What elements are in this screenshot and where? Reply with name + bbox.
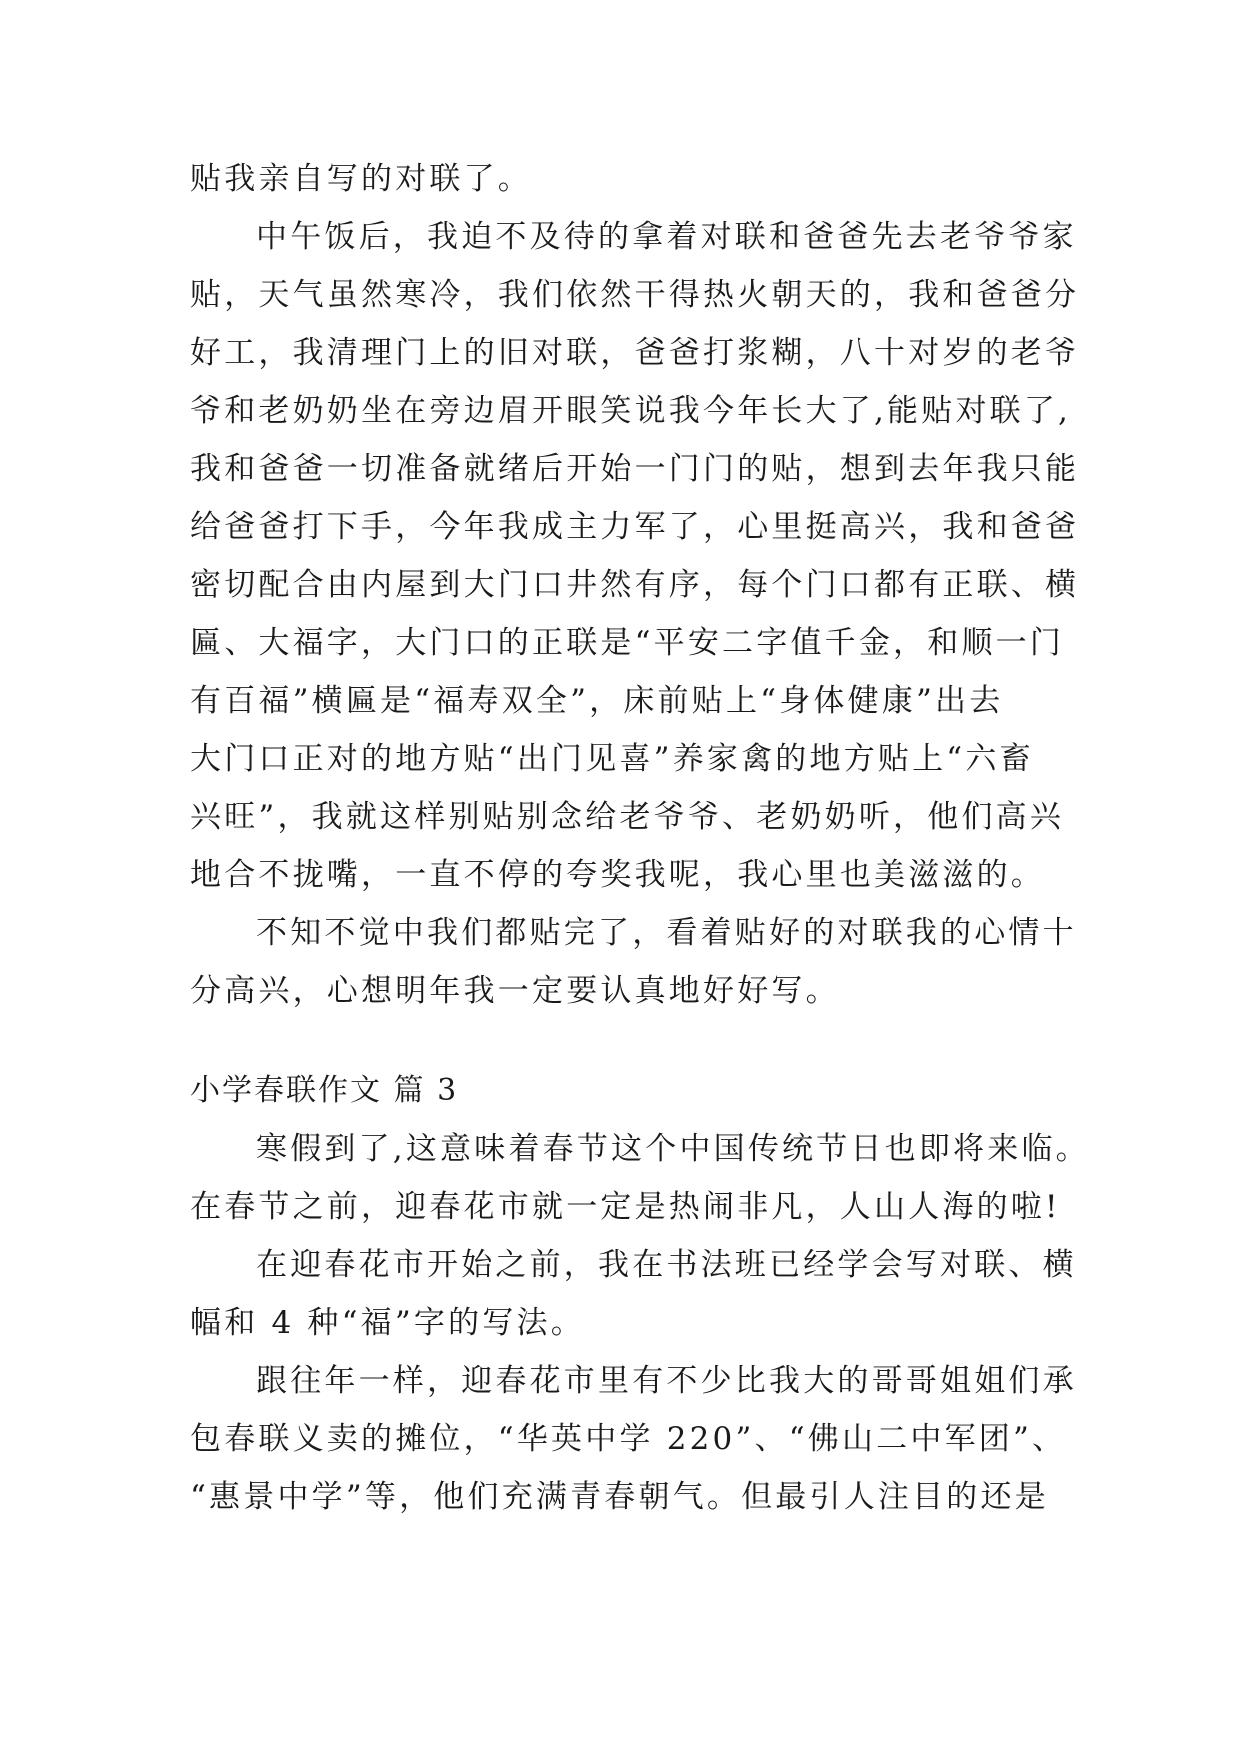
paragraph-line: 有百福”横匾是“福寿双全”，床前贴上“身体健康”出去 bbox=[190, 683, 1004, 719]
paragraph-line: 包春联义卖的摊位，“华英中学 220”、“佛山二中军团”、 bbox=[190, 1421, 1067, 1457]
paragraph-line: 跟往年一样，迎春花市里有不少比我大的哥哥姐姐们承 bbox=[256, 1363, 1077, 1399]
paragraph-line: 匾、大福字，大门口的正联是“平安二字值千金，和顺一门 bbox=[190, 625, 1065, 661]
paragraph-line: 不知不觉中我们都贴完了，看着贴好的对联我的心情十 bbox=[256, 915, 1077, 951]
paragraph-line: 在春节之前，迎春花市就一定是热闹非凡，人山人海的啦! bbox=[190, 1189, 1061, 1225]
paragraph-line: 密切配合由内屋到大门口井然有序，每个门口都有正联、横 bbox=[190, 567, 1080, 603]
paragraph-line: “惠景中学”等，他们充满青春朝气。但最引人注目的还是 bbox=[190, 1479, 1049, 1515]
section-gap bbox=[190, 1020, 1050, 1062]
paragraph-line: 寒假到了,这意味着春节这个中国传统节日也即将来临。 bbox=[256, 1131, 1090, 1167]
paragraph-line: 爷和老奶奶坐在旁边眉开眼笑说我今年长大了,能贴对联了, bbox=[190, 393, 1072, 429]
paragraph-line: 幅和 4 种“福”字的写法。 bbox=[190, 1305, 585, 1341]
paragraph-line: 给爸爸打下手，今年我成主力军了，心里挺高兴，我和爸爸 bbox=[190, 509, 1080, 545]
paragraph-line: 分高兴，心想明年我一定要认真地好好写。 bbox=[190, 973, 840, 1009]
paragraph-line: 贴我亲自写的对联了。 bbox=[190, 161, 532, 197]
paragraph-line: 贴，天气虽然寒冷，我们依然干得热火朝天的，我和爸爸分 bbox=[190, 277, 1080, 313]
paragraph-line: 兴旺”，我就这样别贴别念给老爷爷、老奶奶听，他们高兴 bbox=[190, 799, 1065, 835]
document-page bbox=[190, 150, 1090, 1526]
paragraph-line: 我和爸爸一切准备就绪后开始一门门的贴，想到去年我只能 bbox=[190, 451, 1080, 487]
paragraph-line: 大门口正对的地方贴“出门见喜”养家禽的地方贴上“六畜 bbox=[190, 741, 1034, 777]
section-title: 小学春联作文 篇 3 bbox=[190, 1073, 459, 1108]
paragraph-line: 好工，我清理门上的旧对联，爸爸打浆糊，八十对岁的老爷 bbox=[190, 335, 1080, 371]
paragraph-line: 地合不拢嘴，一直不停的夸奖我呢，我心里也美滋滋的。 bbox=[190, 857, 1045, 893]
paragraph-line: 在迎春花市开始之前，我在书法班已经学会写对联、横 bbox=[256, 1247, 1077, 1283]
paragraph-line: 中午饭后，我迫不及待的拿着对联和爸爸先去老爷爷家 bbox=[256, 219, 1077, 255]
